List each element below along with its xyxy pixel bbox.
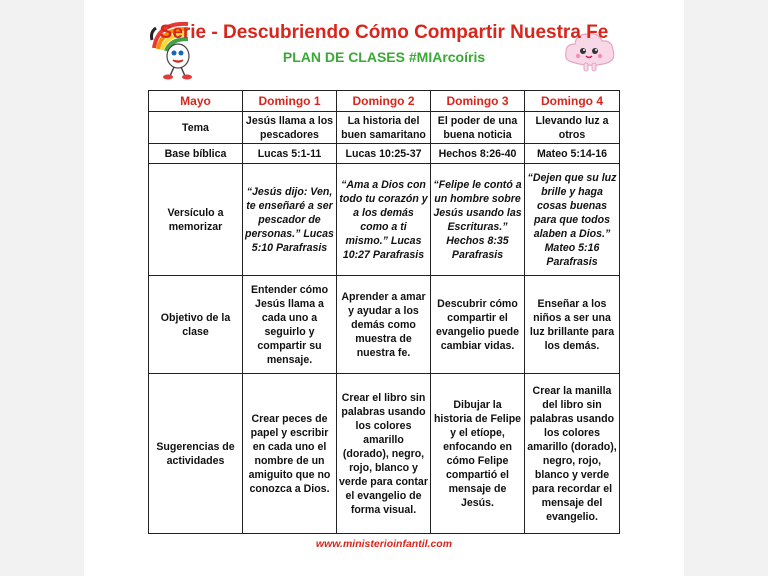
table-cell: Llevando luz a otros xyxy=(525,112,620,144)
row-heading: Base bíblica xyxy=(149,144,243,164)
table-cell: “Jesús dijo: Ven, te enseñaré a ser pescador de personas.” Lucas 5:10 Parafrasis xyxy=(243,164,337,276)
table-cell: Lucas 5:1-11 xyxy=(243,144,337,164)
table-row xyxy=(149,112,620,144)
table-cell: El poder de una buena noticia xyxy=(431,112,525,144)
table-cell: Crear peces de papel y escribir en cada uno el nombre de un amiguito que no conozca a Dios. xyxy=(243,374,337,534)
table-cell: “Felipe le contó a un hombre sobre Jesús usando las Escrituras.” Hechos 8:35 Parafrasis xyxy=(431,164,525,276)
table-row xyxy=(149,276,620,374)
table-cell: Descubrir cómo compartir el evangelio puede cambiar vidas. xyxy=(431,276,525,374)
row-heading: Versículo a memorizar xyxy=(149,164,243,276)
table-cell: Dibujar la historia de Felipe y el etíope, enfocando en cómo Felipe compartió el mensaje de Jesús. xyxy=(431,374,525,534)
table-cell: Crear el libro sin palabras usando los colores amarillo (dorado), negro, rojo, blanco y verde para contar el evangelio de forma visual. xyxy=(337,374,431,534)
table-header-row xyxy=(149,91,620,112)
row-heading: Tema xyxy=(149,112,243,144)
website-link[interactable]: www.ministerioinfantil.com xyxy=(315,538,453,550)
table-cell: “Ama a Dios con todo tu corazón y a los demás como a ti mismo.” Lucas 10:27 Parafrasis xyxy=(337,164,431,276)
page-title: Serie - Descubriendo Cómo Compartir Nuestra Fe xyxy=(159,22,609,43)
table-cell: Aprender a amar y ayudar a los demás como muestra de nuestra fe. xyxy=(337,276,431,374)
table-cell: Lucas 10:25-37 xyxy=(337,144,431,164)
column-header: Domingo 1 xyxy=(243,91,337,112)
lesson-plan-table xyxy=(148,90,620,534)
column-header: Domingo 4 xyxy=(525,91,620,112)
table-row xyxy=(149,144,620,164)
table-cell: “Dejen que su luz brille y haga cosas buenas para que todos alaben a Dios.” Mateo 5:16 Parafrasis xyxy=(525,164,620,276)
table-cell: Enseñar a los niños a ser una luz brillante para los demás. xyxy=(525,276,620,374)
table-cell: La historia del buen samaritano xyxy=(337,112,431,144)
table-row xyxy=(149,164,620,276)
page-subtitle: PLAN DE CLASES #MIArcoíris xyxy=(282,49,486,65)
table-cell: Crear la manilla del libro sin palabras usando los colores amarillo (dorado), negro, rojo, blanco y verde para recordar el mensaje del evangelio. xyxy=(525,374,620,534)
table-cell: Entender cómo Jesús llama a cada uno a seguirlo y compartir su mensaje. xyxy=(243,276,337,374)
table-cell: Jesús llama a los pescadores xyxy=(243,112,337,144)
column-header: Domingo 2 xyxy=(337,91,431,112)
table-cell: Mateo 5:14-16 xyxy=(525,144,620,164)
row-heading: Objetivo de la clase xyxy=(149,276,243,374)
table-row xyxy=(149,374,620,534)
row-heading: Sugerencias de actividades xyxy=(149,374,243,534)
column-header: Mayo xyxy=(149,91,243,112)
column-header: Domingo 3 xyxy=(431,91,525,112)
table-cell: Hechos 8:26-40 xyxy=(431,144,525,164)
